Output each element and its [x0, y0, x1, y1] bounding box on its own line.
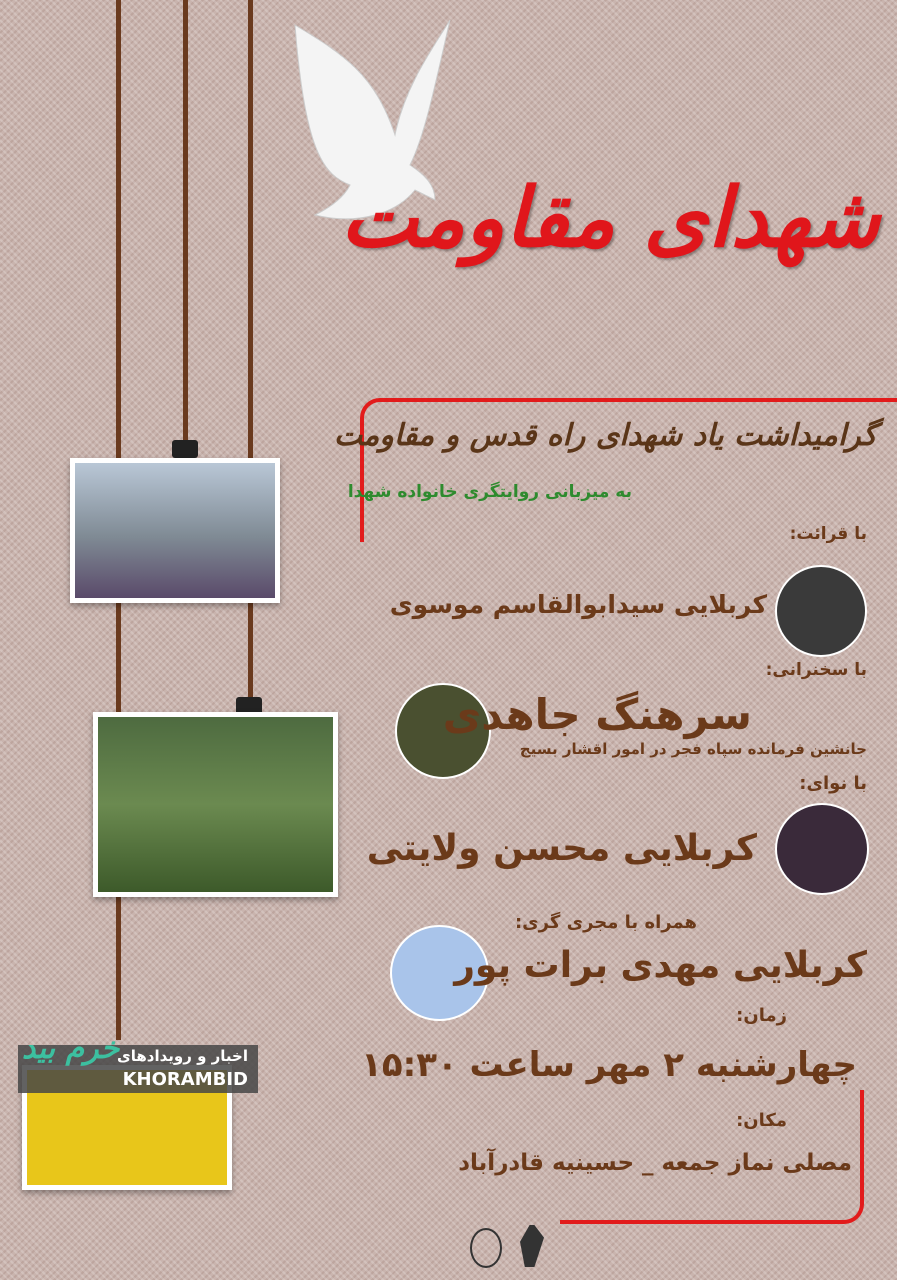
section-label: با نوای: — [799, 773, 867, 794]
singer-name: کربلایی محسن ولایتی — [366, 828, 757, 869]
irgc-logo — [520, 1225, 544, 1267]
speaker-name: سرهنگ جاهدی — [442, 690, 752, 739]
poster-title: شهدای مقاومت — [340, 170, 880, 266]
event-location: مصلی نماز جمعه _ حسینیه قادرآباد — [458, 1150, 852, 1176]
watermark-latin: KHORAMBID — [122, 1069, 248, 1090]
section-label: مکان: — [736, 1110, 787, 1131]
section-label: با سخنرانی: — [765, 660, 867, 680]
host-line: به میزبانی روایتگری خانواده شهدا — [347, 482, 632, 502]
watermark — [18, 1031, 258, 1093]
watermark-brand: خرم بید — [22, 1031, 120, 1066]
section-label: زمان: — [736, 1005, 787, 1026]
binder-clip — [172, 440, 198, 458]
singer-photo — [775, 803, 869, 895]
reciter-photo — [775, 565, 867, 657]
subtitle: گرامیداشت یاد شهدای راه قدس و مقاومت — [333, 418, 877, 453]
hanging-string — [183, 0, 188, 440]
speaker-role: جانشین فرمانده سپاه فجر در امور اقشار بسیج — [519, 740, 867, 758]
family-photo — [93, 712, 338, 897]
event-time: چهارشنبه ۲ مهر ساعت ۱۵:۳۰ — [361, 1045, 857, 1085]
reciter-name: کربلایی سیدابوالقاسم موسوی — [389, 590, 767, 619]
organization-logo — [470, 1228, 502, 1268]
martyr-photo — [70, 458, 280, 603]
host-name: کربلایی مهدی برات پور — [454, 945, 867, 986]
section-label: با قرائت: — [789, 524, 867, 544]
section-label: همراه با مجری گری: — [514, 912, 697, 933]
watermark-title: اخبار و رویدادهای — [117, 1047, 248, 1065]
